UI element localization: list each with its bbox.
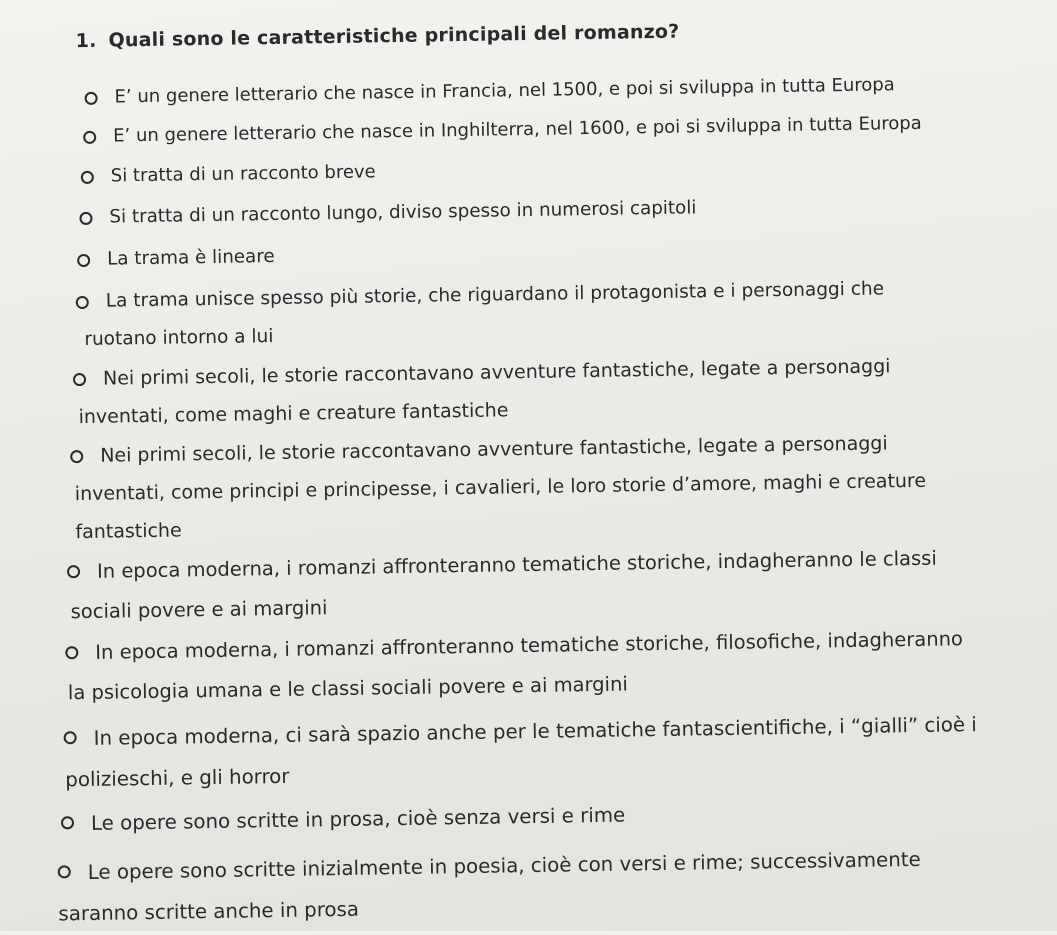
option-text-line: polizieschi, e gli horror xyxy=(65,764,290,792)
radio-button[interactable] xyxy=(61,816,74,829)
option-text xyxy=(107,238,275,278)
radio-button[interactable] xyxy=(76,296,89,309)
question-text: Quali sono le caratteristiche principali del romanzo? xyxy=(108,20,680,52)
radio-button[interactable] xyxy=(58,865,71,878)
option-text-line: la psicologia umana e le classi sociali povere e ai margini xyxy=(67,672,628,705)
option-8[interactable] xyxy=(70,424,927,551)
option-11[interactable] xyxy=(63,704,977,800)
option-12[interactable] xyxy=(61,795,626,845)
radio-button[interactable] xyxy=(67,565,80,578)
option-5[interactable] xyxy=(77,238,275,278)
option-text xyxy=(84,270,885,358)
option-text xyxy=(111,153,376,194)
option-text-line: ruotano intorno a lui xyxy=(84,325,274,350)
option-text-line: In epoca moderna, i romanzi affronteranno tematiche storiche, filosofiche, indagheranno xyxy=(95,627,964,664)
radio-button[interactable] xyxy=(81,171,94,184)
option-6[interactable] xyxy=(76,270,885,359)
option-10[interactable] xyxy=(65,619,964,713)
option-text xyxy=(67,619,964,713)
radio-button[interactable] xyxy=(83,131,96,144)
option-text-line: Le opere sono scritte in prosa, cioè senza versi e rime xyxy=(90,803,626,835)
option-text-line: Le opere sono scritte inizialmente in poesia, cioè con versi e rime; successivamente xyxy=(87,847,921,884)
option-text-line: In epoca moderna, i romanzi affronteranno tematiche storiche, indagheranno le classi xyxy=(96,546,937,583)
radio-button[interactable] xyxy=(73,373,86,386)
option-text xyxy=(91,795,626,844)
option-text-line: saranno scritte anche in prosa xyxy=(58,897,360,926)
option-13[interactable] xyxy=(57,839,921,935)
option-text-line: E’ un genere letterario che nasce in Francia, nel 1500, e poi si sviluppa in tutta Europa xyxy=(114,74,895,108)
option-4[interactable] xyxy=(79,189,697,236)
option-text-line: In epoca moderna, ci sarà spazio anche per le tematiche fantascientifiche, i “gialli” cioè i xyxy=(93,712,977,750)
question-number: 1. xyxy=(75,29,97,53)
option-text-line: Nei primi secoli, le storie raccontavano avventure fantastiche, legate a personaggi xyxy=(102,355,891,390)
option-text-line: inventati, come principi e principesse, i cavalieri, le loro storie d’amore, maghi e creature xyxy=(74,469,927,506)
option-text-line: sociali povere e ai margini xyxy=(70,596,328,624)
option-text-line: Si tratta di un racconto breve xyxy=(110,161,376,187)
option-3[interactable] xyxy=(81,153,376,195)
option-text-line: Si tratta di un racconto lungo, diviso spesso in numerosi capitoli xyxy=(109,197,697,228)
option-text xyxy=(78,347,892,435)
radio-button[interactable] xyxy=(65,646,78,659)
option-text-line: La trama è lineare xyxy=(106,245,275,270)
option-text-line: fantastiche xyxy=(75,519,182,544)
option-9[interactable] xyxy=(67,539,938,633)
option-text xyxy=(109,189,697,235)
radio-button[interactable] xyxy=(70,450,83,463)
option-text-line: La trama unisce spesso più storie, che riguardano il protagonista e i personaggi che xyxy=(105,278,885,312)
option-text xyxy=(65,704,977,800)
question-heading xyxy=(76,21,680,52)
option-text-line: E’ un genere letterario che nasce in Inghilterra, nel 1600, e poi si sviluppa in tutta Europa xyxy=(113,112,922,147)
radio-button[interactable] xyxy=(79,212,92,225)
option-text xyxy=(58,839,921,934)
option-text xyxy=(70,539,938,632)
option-text-line: Nei primi secoli, le storie raccontavano avventure fantastiche, legate a personaggi xyxy=(100,432,888,467)
option-text-line: inventati, come maghi e creature fantastiche xyxy=(78,399,509,429)
option-7[interactable] xyxy=(73,347,892,436)
radio-button[interactable] xyxy=(85,92,98,105)
option-text xyxy=(74,424,927,551)
radio-button[interactable] xyxy=(64,731,77,744)
radio-button[interactable] xyxy=(77,254,90,267)
